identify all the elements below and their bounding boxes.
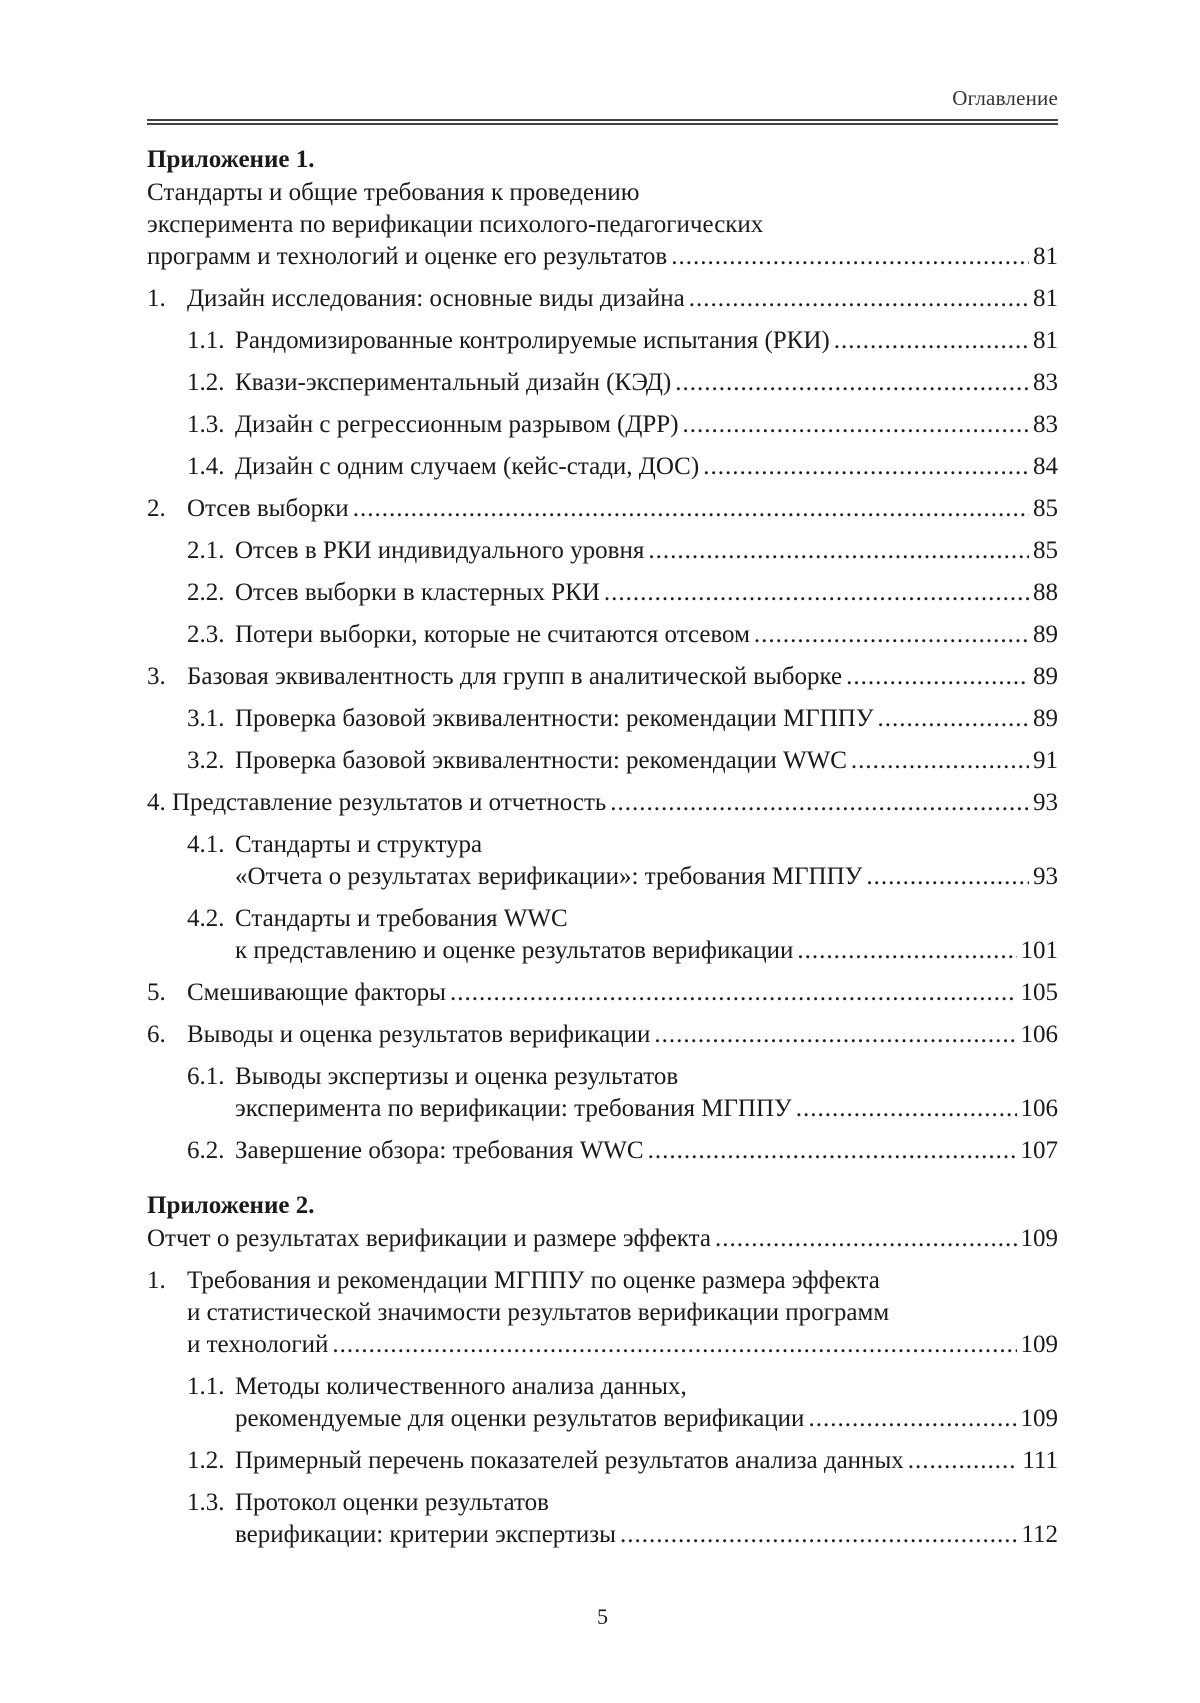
toc-entry-number: 1. [147,285,166,312]
toc-entry-last-line [187,1403,1058,1435]
toc-entry-text-wrap [187,535,644,567]
dot-leader [878,703,1029,735]
toc-entry-last-line [147,787,1058,819]
toc-entry [147,619,1058,661]
toc-entry-last-line [147,241,1058,273]
toc-entry-text: Потери выборки, которые не считаются отсевом [235,621,750,648]
appendix-title: Приложение 1. [147,146,315,173]
toc-entry-line [187,1487,1058,1519]
dot-leader [604,577,1029,609]
dot-leader [332,1329,1016,1361]
toc-page-number: 101 [1020,937,1058,964]
toc-entry-number: 1.2. [187,1447,225,1474]
toc-entry-number: 6. [147,1021,166,1048]
toc-entry-text: Стандарты и требования WWC [235,905,568,932]
dot-leader [648,1135,1017,1167]
toc-entry-text-wrap [187,451,699,483]
toc-entry [147,493,1058,535]
toc-page-number: 93 [1033,789,1058,816]
toc-entry-number: 3.1. [187,705,225,732]
toc-entry-text-wrap [147,283,685,315]
toc-entry [147,977,1058,1019]
toc-entry-number: 4.1. [187,831,225,858]
dot-leader [450,977,1017,1009]
toc-entry-number: 4.2. [187,905,225,932]
toc-entry [147,1019,1058,1061]
table-of-contents [147,143,1058,1561]
toc-entry-number: 1.2. [187,369,225,396]
dot-leader [353,493,1029,525]
toc-entry [147,1371,1058,1445]
toc-entry-text: Отчет о результатах верификации и размере эффекта [147,1225,711,1252]
toc-entry-line [147,1297,1058,1329]
toc-entry-text: Требования и рекомендации МГППУ по оценке размера эффекта [187,1267,880,1294]
toc-entry [147,829,1058,903]
dot-leader [703,451,1029,483]
toc-entry-number: 1.4. [187,453,225,480]
toc-page-number: 81 [1033,285,1058,312]
toc-entry-last-line [187,1519,1058,1551]
toc-entry-text-wrap [187,367,671,399]
appendix-2 [147,1189,1058,1561]
toc-entry-line [187,903,1058,935]
toc-entry [147,1135,1058,1177]
dot-leader [683,409,1029,441]
dot-leader [671,241,1029,273]
toc-entry-last-line [147,1329,1058,1361]
toc-entry-number: 2. [147,495,166,522]
toc-entry-text: Отсев выборки в кластерных РКИ [235,579,600,606]
toc-page-number: 88 [1033,579,1058,606]
toc-entry [147,1061,1058,1135]
dot-leader [648,535,1029,567]
toc-entry-last-line [187,1135,1058,1167]
toc-entry-last-line [187,935,1058,967]
toc-entry [147,283,1058,325]
toc-page-number: 81 [1033,327,1058,354]
toc-entry-text: верификации: критерии экспертизы [235,1521,616,1548]
toc-entry-number: 3.2. [187,747,225,774]
toc-entry-text: Протокол оценки результатов [235,1489,549,1516]
toc-entry-last-line [187,325,1058,357]
toc-entry-text: Дизайн исследования: основные виды дизайна [187,285,685,312]
toc-entry-last-line [187,861,1058,893]
dot-leader [610,787,1029,819]
toc-entry-text: Выводы экспертизы и оценка результатов [235,1063,679,1090]
toc-entry [147,409,1058,451]
toc-entry-text: «Отчета о результатах верификации»: требования МГППУ [235,863,863,890]
dot-leader [675,367,1029,399]
toc-entry [147,535,1058,577]
toc-page-number: 89 [1033,621,1058,648]
dot-leader [846,661,1029,693]
dot-leader [715,1223,1017,1255]
toc-entry-number: 6.2. [187,1137,225,1164]
toc-entry-line [187,1061,1058,1093]
toc-entry-text: и технологий [187,1331,329,1358]
toc-entry-text-wrap [187,1445,904,1477]
toc-page-number: 112 [1021,1521,1058,1548]
toc-entry-number: 1.3. [187,411,225,438]
toc-entry-text-wrap [147,493,349,525]
toc-entry-text: Методы количественного анализа данных, [235,1373,687,1400]
toc-entry-text: Выводы и оценка результатов верификации [187,1021,651,1048]
toc-entry [147,745,1058,787]
toc-entry-text: Квази-экспериментальный дизайн (КЭД) [235,369,672,396]
toc-entry-text-wrap [187,703,874,735]
toc-entry-last-line [187,703,1058,735]
toc-entry-intro [147,177,1058,283]
toc-page-number: 109 [1020,1331,1058,1358]
toc-entry-last-line [147,977,1058,1009]
toc-entry-text: Представление результатов и отчетность [172,789,607,816]
toc-entry-text: Отсев выборки [187,495,349,522]
toc-entry-last-line [187,409,1058,441]
toc-entry-number: 4. [147,789,166,816]
toc-entry-text: Рандомизированные контролируемые испытания (РКИ) [235,327,830,354]
toc-page-number: 109 [1020,1225,1058,1252]
toc-entry [147,787,1058,829]
toc-entry-text: рекомендуемые для оценки результатов верификации [235,1405,805,1432]
toc-entry-last-line [147,283,1058,315]
toc-entry-line: эксперимента по верификации психолого-педагогических [147,211,764,238]
toc-entry-text: Завершение обзора: требования WWC [235,1137,644,1164]
toc-entry-line [187,1371,1058,1403]
toc-page-number: 109 [1020,1405,1058,1432]
toc-entry [147,367,1058,409]
dot-leader [834,325,1029,357]
toc-entry [147,1445,1058,1487]
toc-page-number: 111 [1022,1447,1058,1474]
dot-leader [620,1519,1017,1551]
toc-entry-number: 6.1. [187,1063,225,1090]
toc-page-number: 85 [1033,537,1058,564]
toc-entry-last-line [187,619,1058,651]
toc-entry-text-wrap [187,619,750,651]
toc-entry-text: Проверка базовой эквивалентности: рекомендации WWC [235,747,847,774]
toc-entry-text-wrap [187,1135,644,1167]
toc-entry-last-line [187,577,1058,609]
toc-entry-text: Стандарты и структура [235,831,483,858]
toc-page-number: 84 [1033,453,1058,480]
toc-page-number: 85 [1033,495,1058,522]
toc-entry [147,703,1058,745]
dot-leader [866,861,1029,893]
appendix-1 [147,143,1058,1177]
toc-entry [147,1487,1058,1561]
toc-entry-last-line [187,367,1058,399]
toc-entry-last-line [187,451,1058,483]
toc-entry-line [147,1265,1058,1297]
toc-entry-text: Примерный перечень показателей результатов анализа данных [235,1447,904,1474]
toc-entry-number: 1. [147,1267,166,1294]
header-double-rule [147,119,1058,125]
toc-entry [147,661,1058,703]
toc-entry-last-line [187,745,1058,777]
toc-entry-line [187,829,1058,861]
toc-entry-text-wrap [187,745,847,777]
dot-leader [908,1445,1019,1477]
toc-entry-text: программ и технологий и оценке его результатов [147,243,668,270]
toc-entry-text-wrap [147,661,842,693]
toc-entry [147,325,1058,367]
toc-entry-number: 2.2. [187,579,225,606]
toc-entry-text-wrap [187,325,830,357]
toc-entry-text-wrap [147,1019,650,1051]
toc-entry-text: Базовая эквивалентность для групп в аналитической выборке [187,663,843,690]
toc-entry-last-line [187,1445,1058,1477]
toc-entry-line: Стандарты и общие требования к проведению [147,179,640,206]
toc-page-number: 91 [1033,747,1058,774]
toc-entry-text-wrap [147,787,606,819]
toc-page-number: 83 [1033,411,1058,438]
toc-entry-text: Отсев в РКИ индивидуального уровня [235,537,645,564]
dot-leader [754,619,1029,651]
running-head: Оглавление [952,86,1058,110]
toc-entry-number: 1.1. [187,1373,225,1400]
toc-entry-last-line [147,661,1058,693]
toc-entry-number: 1.1. [187,327,225,354]
toc-entry-last-line [147,493,1058,525]
toc-entry-text: Смешивающие факторы [187,979,446,1006]
toc-page-number: 89 [1033,705,1058,732]
toc-entry-number: 2.1. [187,537,225,564]
toc-entry-text: к представлению и оценке результатов верификации [235,937,794,964]
toc-entry-number: 1.3. [187,1489,225,1516]
toc-entry-text: Дизайн с регрессионным разрывом (ДРР) [235,411,679,438]
dot-leader [796,1093,1017,1125]
toc-entry-text-wrap [187,409,679,441]
appendix-title: Приложение 2. [147,1192,315,1219]
toc-entry-number: 2.3. [187,621,225,648]
toc-entry-intro [147,1223,1058,1265]
toc-entry-text-wrap [187,577,600,609]
toc-entry-text: Дизайн с одним случаем (кейс-стади, ДОС) [235,453,700,480]
toc-entry-text-wrap [147,977,446,1009]
toc-page-number: 107 [1020,1137,1058,1164]
dot-leader [797,935,1016,967]
toc-entry-number: 5. [147,979,166,1006]
dot-leader [851,745,1029,777]
toc-entry-last-line [147,1223,1058,1255]
toc-page [147,0,1058,1703]
toc-entry-text: Проверка базовой эквивалентности: рекомендации МГППУ [235,705,874,732]
toc-entry-text: и статистической значимости результатов верификации программ [187,1299,890,1326]
toc-entry-last-line [187,535,1058,567]
toc-page-number: 89 [1033,663,1058,690]
dot-leader [808,1403,1016,1435]
dot-leader [689,283,1029,315]
toc-entry [147,1265,1058,1371]
page-number: 5 [597,1604,608,1629]
toc-page-number: 106 [1020,1021,1058,1048]
toc-entry [147,903,1058,977]
toc-entry-number: 3. [147,663,166,690]
toc-entry-last-line [147,1019,1058,1051]
toc-entry [147,451,1058,493]
toc-page-number: 83 [1033,369,1058,396]
dot-leader [654,1019,1016,1051]
toc-page-number: 106 [1020,1095,1058,1122]
toc-page-number: 93 [1033,863,1058,890]
toc-entry-text: эксперимента по верификации: требования МГППУ [235,1095,792,1122]
toc-entry [147,577,1058,619]
toc-page-number: 105 [1020,979,1058,1006]
toc-page-number: 81 [1033,243,1058,270]
toc-entry-last-line [187,1093,1058,1125]
